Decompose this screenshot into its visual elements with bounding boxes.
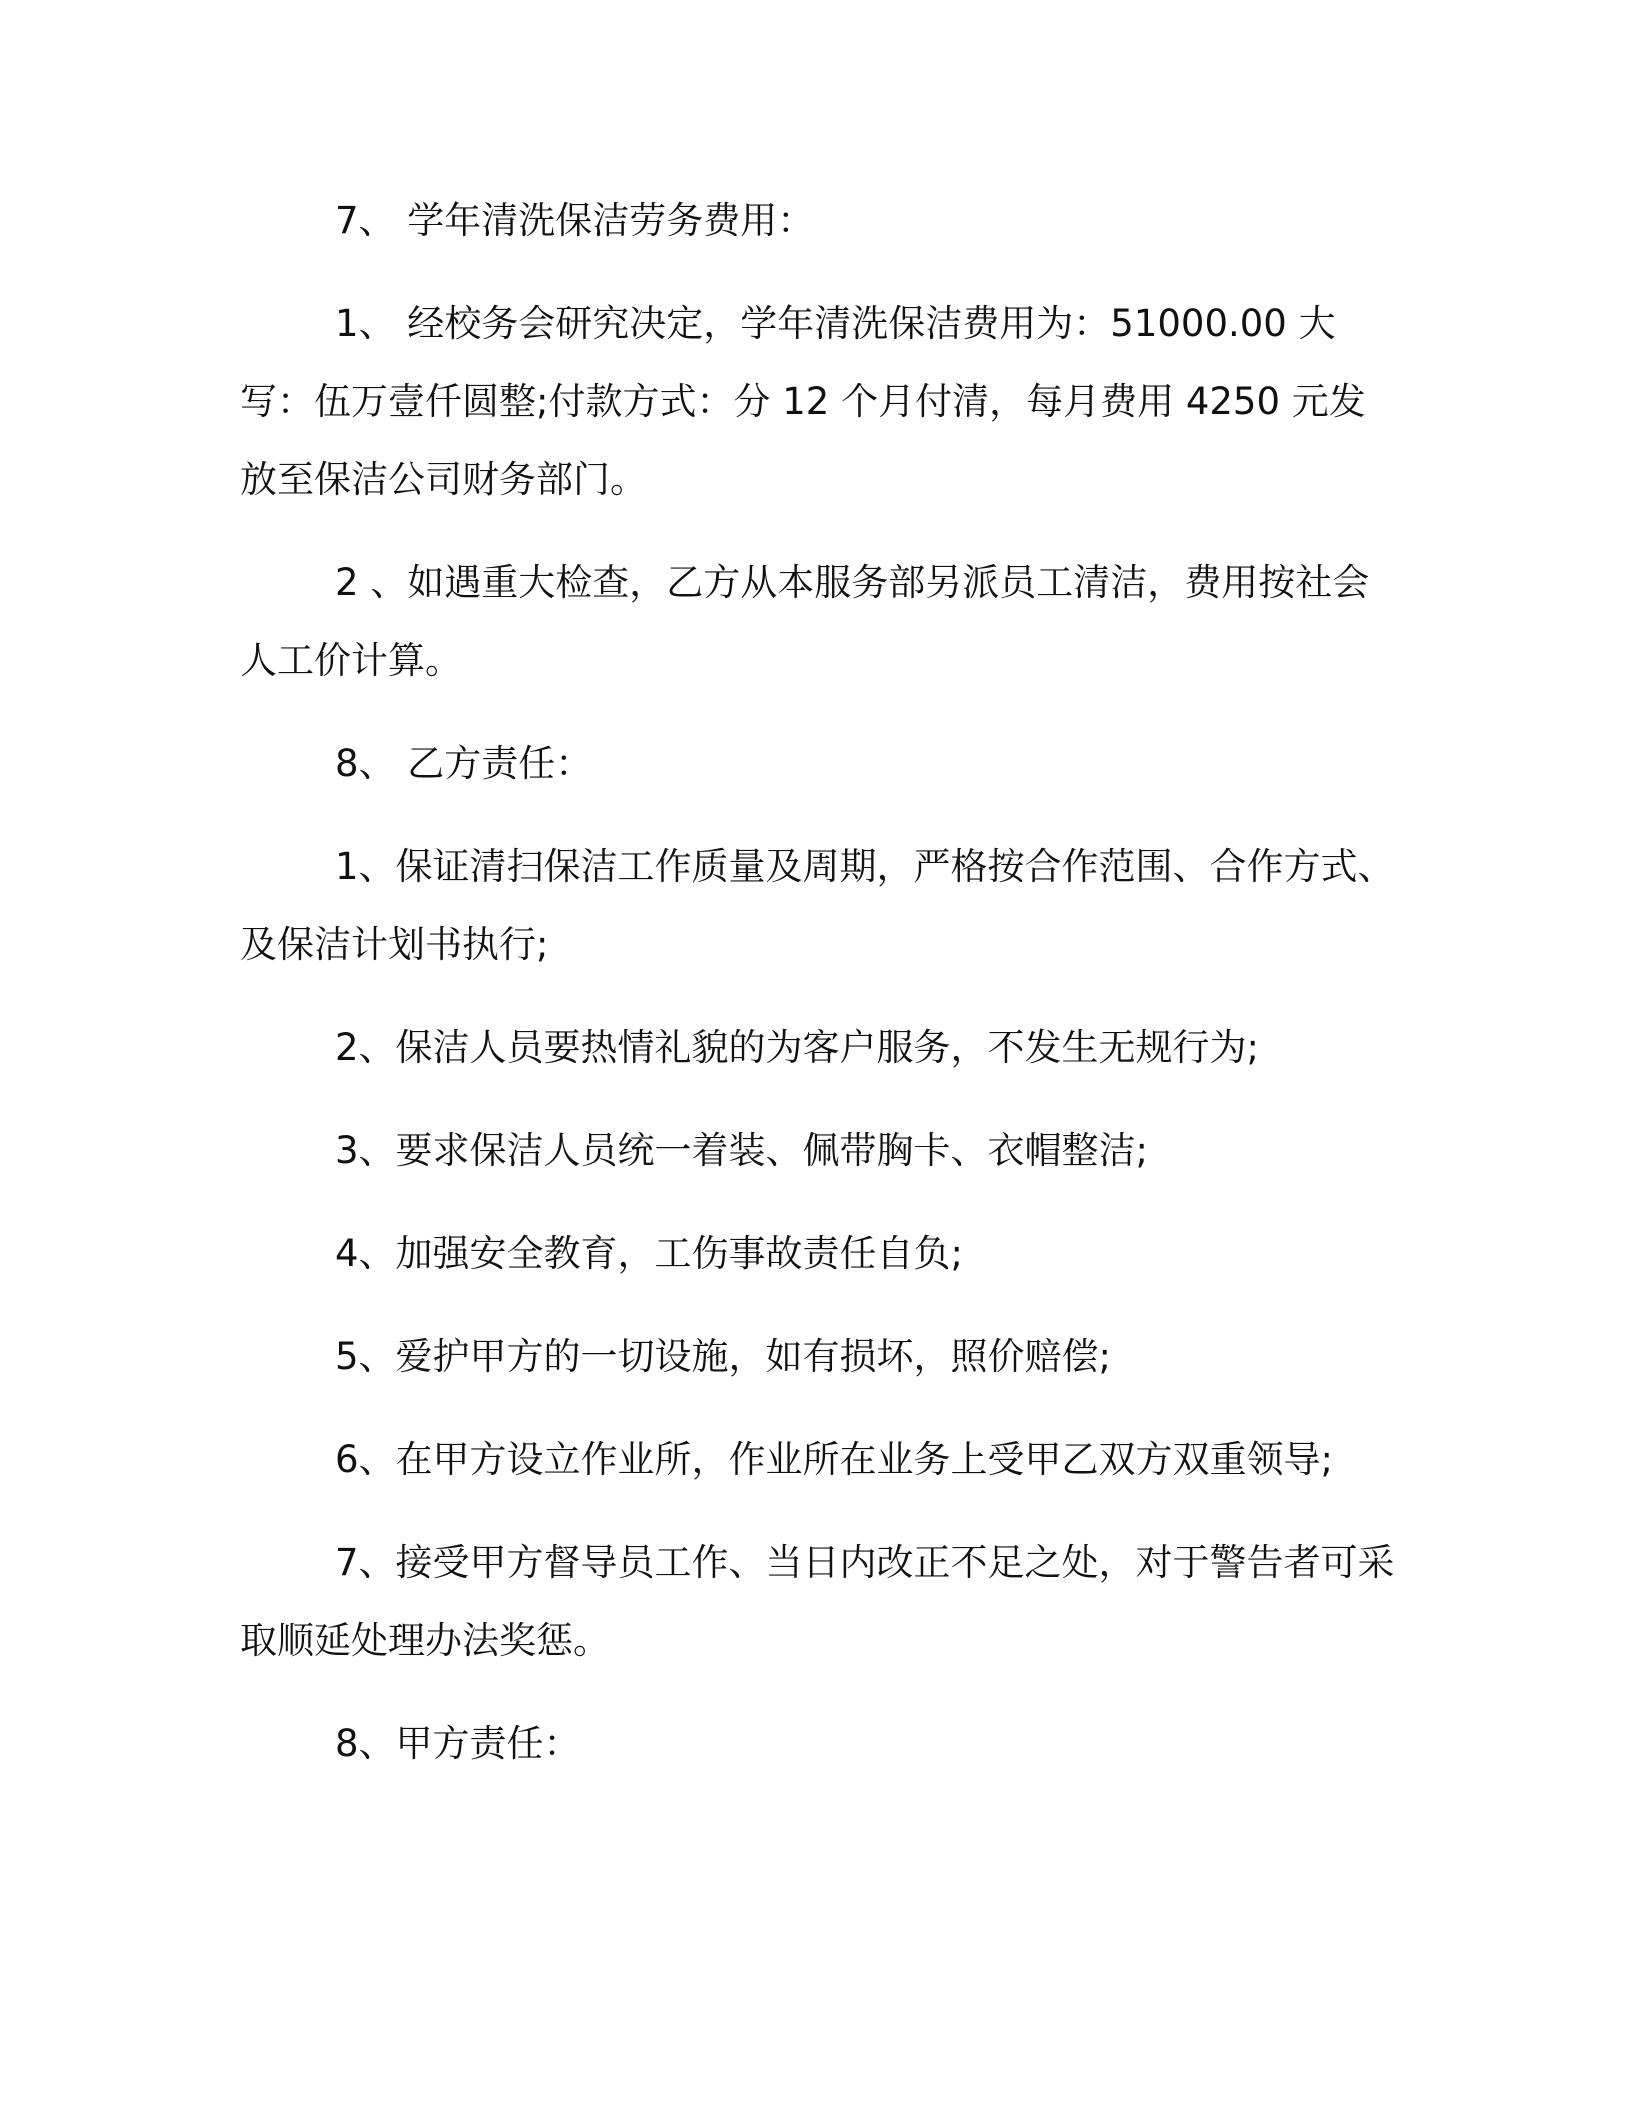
section-heading-party-a: 8、甲方责任： <box>335 1722 581 1765</box>
party-b-clause-2: 2、保洁人员要热情礼貌的为客户服务，不发生无规行为; <box>335 1026 1260 1069</box>
party-b-clause-6: 6、在甲方设立作业所，作业所在业务上受甲乙双方双重领导; <box>335 1438 1334 1481</box>
document-body <box>240 182 1400 1783</box>
party-b-clause-4: 4、加强安全教育，工伤事故责任自负; <box>335 1232 964 1275</box>
fee-clause-2: 2 、如遇重大检查，乙方从本服务部另派员工清洁，费用按社会人工价计算。 <box>240 561 1370 682</box>
party-b-clause-5: 5、爱护甲方的一切设施，如有损坏，照价赔偿; <box>335 1335 1112 1378</box>
party-b-clause-3: 3、要求保洁人员统一着装、佩带胸卡、衣帽整洁; <box>335 1129 1149 1172</box>
section-heading-fees: 7、 学年清洗保洁劳务费用： <box>335 199 815 242</box>
fee-clause-1: 1、 经校务会研究决定，学年清洗保洁费用为：51000.00 大写：伍万壹仟圆整;付款方式：分 12 个月付清，每月费用 4250 元发放至保洁公司财务部门。 <box>240 302 1366 501</box>
section-heading-party-b: 8、 乙方责任： <box>335 742 593 785</box>
party-b-clause-7: 7、接受甲方督导员工作、当日内改正不足之处，对于警告者可采取顺延处理办法奖惩。 <box>240 1541 1395 1662</box>
party-b-clause-1: 1、保证清扫保洁工作质量及周期，严格按合作范围、合作方式、及保洁计划书执行; <box>240 845 1395 966</box>
